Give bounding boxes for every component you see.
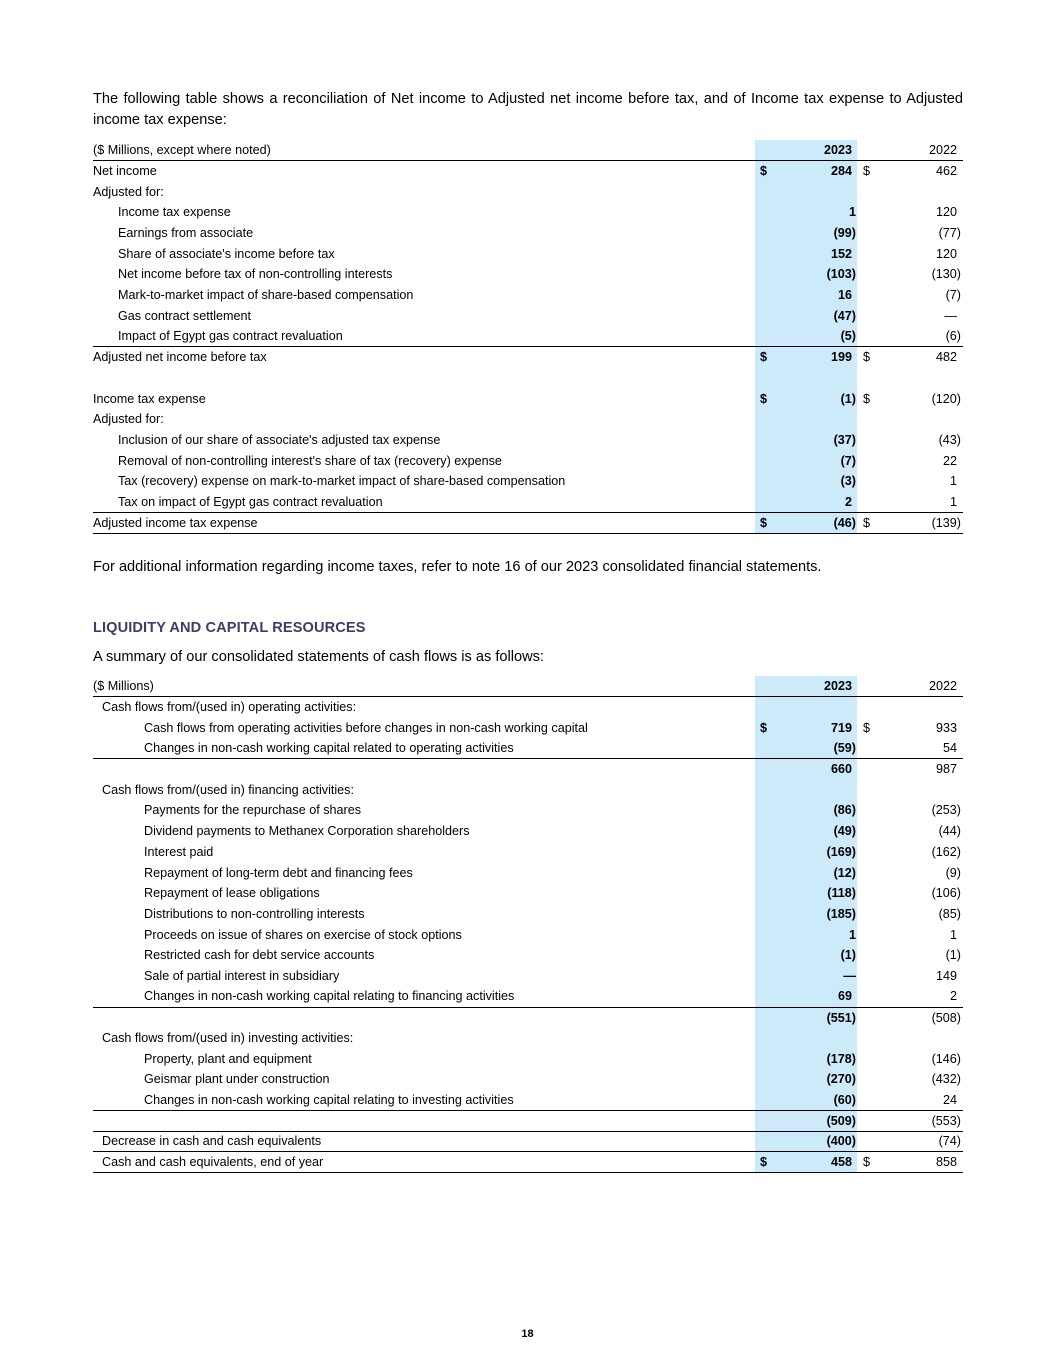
header-label: ($ Millions, except where noted) bbox=[93, 140, 755, 161]
table-row: Adjusted for: bbox=[93, 181, 963, 202]
table-row: Adjusted net income before tax $ 199 $ 482 bbox=[93, 347, 963, 368]
subtotal-row: (551) (508) bbox=[93, 1007, 963, 1028]
table-header-row bbox=[93, 676, 963, 697]
tax-reconciliation-table bbox=[93, 140, 963, 534]
table-row: Cash and cash equivalents, end of year $ 458 $ 858 bbox=[93, 1152, 963, 1173]
table-row: Mark-to-market impact of share-based compensation 16 (7) bbox=[93, 285, 963, 306]
table-row: Changes in non-cash working capital relating to financing activities 69 2 bbox=[93, 986, 963, 1007]
income-tax-note: For additional information regarding income taxes, refer to note 16 of our 2023 consolidated financial statements. bbox=[93, 559, 822, 575]
table-row: Payments for the repurchase of shares (86) (253) bbox=[93, 800, 963, 821]
table-row: Restricted cash for debt service accounts (1) (1) bbox=[93, 945, 963, 966]
header-2022: 2022 bbox=[883, 676, 963, 697]
table-row: Proceeds on issue of shares on exercise of stock options 1 1 bbox=[93, 924, 963, 945]
table-row: Decrease in cash and cash equivalents (400) (74) bbox=[93, 1131, 963, 1152]
table-row: Cash flows from/(used in) financing activities: bbox=[93, 779, 963, 800]
table-row: Inclusion of our share of associate's adjusted tax expense (37) (43) bbox=[93, 430, 963, 451]
table-row: Share of associate's income before tax 152 120 bbox=[93, 243, 963, 264]
table-row: Tax on impact of Egypt gas contract revaluation 2 1 bbox=[93, 492, 963, 513]
table-row: Income tax expense $ (1) $ (120) bbox=[93, 388, 963, 409]
table-row: Repayment of lease obligations (118) (106) bbox=[93, 883, 963, 904]
section-heading: LIQUIDITY AND CAPITAL RESOURCES bbox=[93, 620, 366, 636]
table-header-row bbox=[93, 140, 963, 161]
table-row: Earnings from associate (99) (77) bbox=[93, 223, 963, 244]
table-row: Net income $ 284 $ 462 bbox=[93, 161, 963, 182]
table-row: Property, plant and equipment (178) (146) bbox=[93, 1048, 963, 1069]
intro-paragraph: The following table shows a reconciliation of Net income to Adjusted net income before tax, and of Income tax expense to Adjusted income tax expense: bbox=[93, 91, 963, 128]
table-row: Distributions to non-controlling interests (185) (85) bbox=[93, 904, 963, 925]
subtotal-row: (509) (553) bbox=[93, 1110, 963, 1131]
table-row: Dividend payments to Methanex Corporation shareholders (49) (44) bbox=[93, 821, 963, 842]
table-row: Income tax expense 1 120 bbox=[93, 202, 963, 223]
header-2023: 2023 bbox=[779, 140, 857, 161]
subtotal-row: 660 987 bbox=[93, 759, 963, 780]
table-row: Adjusted income tax expense $ (46) $ (139) bbox=[93, 512, 963, 533]
table-row: Impact of Egypt gas contract revaluation (5) (6) bbox=[93, 326, 963, 347]
table-row: Sale of partial interest in subsidiary — 149 bbox=[93, 966, 963, 987]
table-row: Cash flows from/(used in) investing activities: bbox=[93, 1028, 963, 1049]
table-row: Tax (recovery) expense on mark-to-market impact of share-based compensation (3) 1 bbox=[93, 471, 963, 492]
header-2023: 2023 bbox=[779, 676, 857, 697]
table-row: Net income before tax of non-controlling interests (103) (130) bbox=[93, 264, 963, 285]
table-row: Cash flows from operating activities before changes in non-cash working capital $ 719 $ 933 bbox=[93, 717, 963, 738]
page-number: 18 bbox=[521, 1328, 534, 1340]
header-label: ($ Millions) bbox=[93, 676, 755, 697]
table-row: Geismar plant under construction (270) (432) bbox=[93, 1069, 963, 1090]
table-row: Adjusted for: bbox=[93, 409, 963, 430]
table-row: Cash flows from/(used in) operating activities: bbox=[93, 697, 963, 718]
table-row: Changes in non-cash working capital relating to investing activities (60) 24 bbox=[93, 1090, 963, 1111]
cash-flow-table bbox=[93, 676, 963, 1173]
table-row: Gas contract settlement (47) — bbox=[93, 306, 963, 327]
cash-flow-summary-intro: A summary of our consolidated statements of cash flows is as follows: bbox=[93, 649, 544, 665]
table-row: Changes in non-cash working capital related to operating activities (59) 54 bbox=[93, 738, 963, 759]
table-row: Interest paid (169) (162) bbox=[93, 842, 963, 863]
table-row: Removal of non-controlling interest's share of tax (recovery) expense (7) 22 bbox=[93, 450, 963, 471]
header-2022: 2022 bbox=[883, 140, 963, 161]
table-row: Repayment of long-term debt and financing fees (12) (9) bbox=[93, 862, 963, 883]
